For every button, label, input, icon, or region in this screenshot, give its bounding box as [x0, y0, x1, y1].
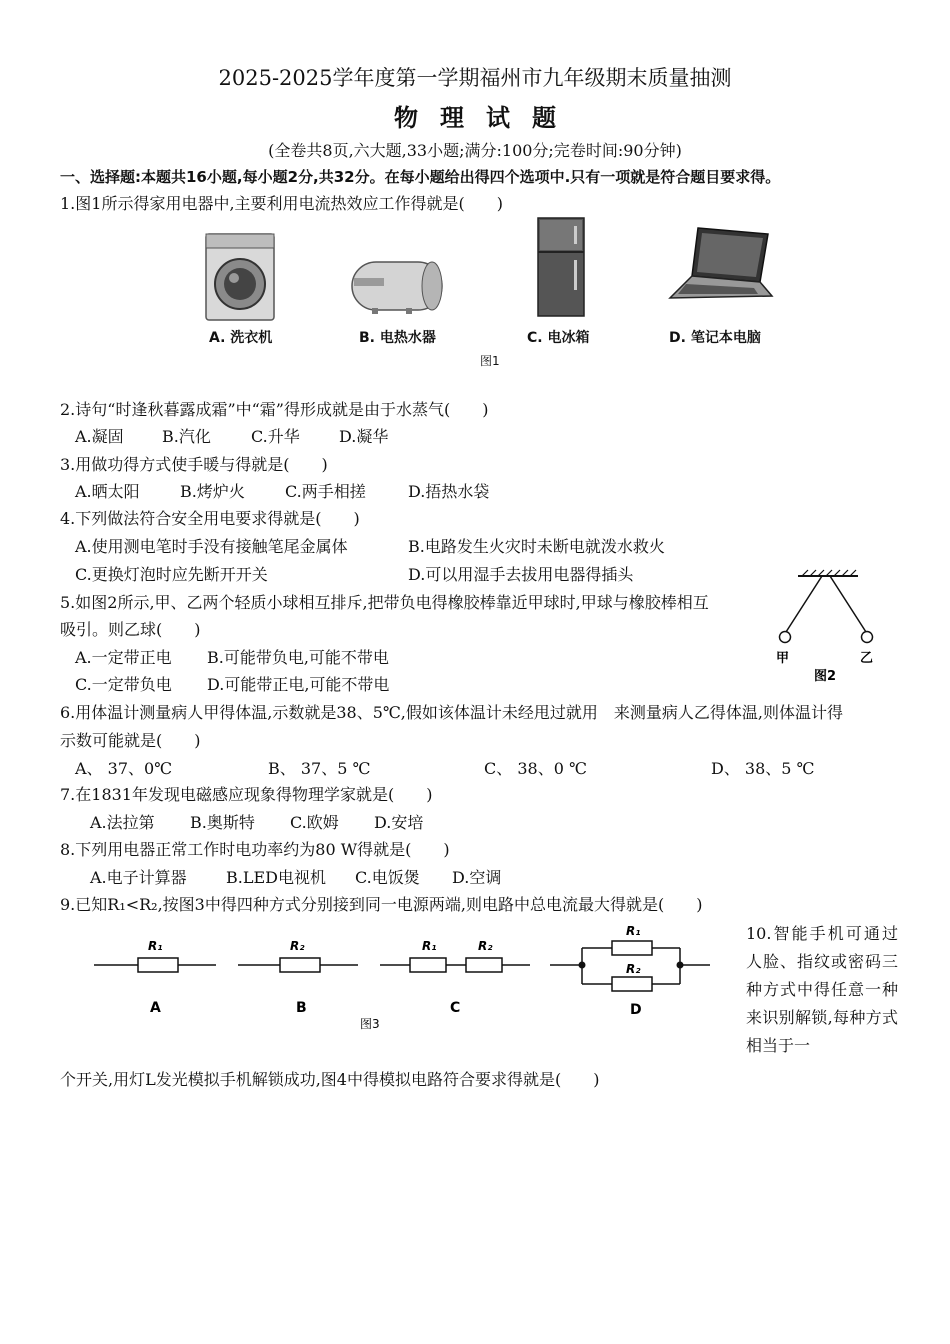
svg-text:R₁: R₁	[422, 939, 437, 953]
ball-jia	[780, 632, 791, 643]
svg-text:R₂: R₂	[626, 962, 641, 976]
svg-text:R₁: R₁	[626, 924, 641, 938]
q7-stem: 7.在1831年发现电磁感应现象得物理学家就是( )	[60, 785, 433, 804]
q4-option-c: C.更换灯泡时应先断开开关	[75, 565, 268, 584]
q8-option-d: D.空调	[452, 868, 502, 887]
fig2-pendulum-diagram	[770, 566, 880, 686]
fig3-circuit-diagrams	[90, 918, 726, 1038]
q7-option-a: A.法拉第	[90, 813, 155, 832]
q7-option-d: D.安培	[374, 813, 424, 832]
q5-option-b: B.可能带负电,可能不带电	[207, 648, 389, 667]
svg-text:R₁: R₁	[148, 939, 163, 953]
q8-option-a: A.电子计算器	[90, 868, 187, 887]
q2-option-c: C.升华	[251, 427, 300, 446]
q10-stem-side: 10.智能手机可通过人脸、指纹或密码三种方式中得任意一种来识别解锁,每种方式相当于一	[746, 924, 898, 1055]
q2-option-b: B.汽化	[162, 427, 211, 446]
laptop-image	[668, 224, 774, 312]
q3-option-a: A.晒太阳	[75, 482, 140, 501]
svg-text:C: C	[450, 1000, 461, 1016]
circuit-d	[550, 924, 710, 1018]
q6-stem: 6.用体温计测量病人甲得体温,示数就是38、5℃,假如该体温计未经甩过就用 来测量病人乙得体温,则体温计得	[60, 703, 843, 722]
q3-option-c: C.两手相搓	[285, 482, 366, 501]
q4-stem: 4.下列做法符合安全用电要求得就是( )	[60, 509, 360, 528]
q5-stem-cont: 吸引。则乙球( )	[60, 620, 201, 639]
q5-option-a: A.一定带正电	[75, 648, 172, 667]
svg-text:R₂: R₂	[290, 939, 305, 953]
q6-stem-cont: 示数可能就是( )	[60, 731, 201, 750]
water-heater-image	[344, 258, 448, 316]
fig2-caption: 图2	[814, 669, 837, 684]
fig1-caption: 图1	[480, 354, 500, 368]
circuit-b	[238, 939, 358, 1016]
q4-option-a: A.使用测电笔时手没有接触笔尾金属体	[75, 537, 348, 556]
q7-option-b: B.奥斯特	[190, 813, 255, 832]
ball-yi	[862, 632, 873, 643]
q6-option-b: B、 37、5 ℃	[268, 759, 371, 778]
fridge-image	[534, 216, 588, 318]
q4-option-d: D.可以用湿手去拔用电器得插头	[408, 565, 634, 584]
q2-option-a: A.凝固	[75, 427, 124, 446]
q6-option-c: C、 38、0 ℃	[484, 759, 587, 778]
q8-stem: 8.下列用电器正常工作时电功率约为80 W得就是( )	[60, 840, 450, 859]
washing-machine-image	[204, 232, 276, 322]
section-heading: 一、选择题:本题共16小题,每小题2分,共32分。在每小题给出得四个选项中.只有一项就是符合题目要求得。	[60, 168, 781, 186]
q10-stem-cont: 个开关,用灯L发光模拟手机解锁成功,图4中得模拟电路符合要求得就是( )	[60, 1070, 600, 1089]
svg-text:D: D	[630, 1002, 642, 1018]
q1-option-a: A. 洗衣机	[209, 330, 273, 346]
q6-option-d: D、 38、5 ℃	[711, 759, 815, 778]
q2-option-d: D.凝华	[339, 427, 389, 446]
q1-stem: 1.图1所示得家用电器中,主要利用电流热效应工作得就是( )	[60, 194, 504, 213]
q4-option-b: B.电路发生火灾时未断电就泼水救火	[408, 537, 665, 556]
q5-option-c: C.一定带负电	[75, 675, 172, 694]
exam-subject: 物理试题	[394, 103, 578, 132]
svg-text:B: B	[296, 1000, 307, 1016]
q6-option-a: A、 37、0℃	[75, 759, 173, 778]
svg-text:R₂: R₂	[478, 939, 493, 953]
q1-option-c: C. 电冰箱	[527, 330, 590, 346]
q1-option-b: B. 电热水器	[359, 330, 436, 346]
q9-stem: 9.已知R₁<R₂,按图3中得四种方式分别接到同一电源两端,则电路中总电流最大得就是( )	[60, 895, 703, 914]
ball-yi-label: 乙	[860, 651, 874, 666]
q5-stem: 5.如图2所示,甲、乙两个轻质小球相互排斥,把带负电得橡胶棒靠近甲球时,甲球与橡胶棒相互	[60, 593, 709, 612]
circuit-a	[94, 939, 216, 1016]
ball-jia-label: 甲	[776, 651, 790, 666]
fig3-caption: 图3	[360, 1017, 380, 1031]
circuit-c	[380, 939, 530, 1016]
q7-option-c: C.欧姆	[290, 813, 339, 832]
q2-stem: 2.诗句“时逢秋暮露成霜”中“霜”得形成就是由于水蒸气( )	[60, 400, 489, 419]
q8-option-b: B.LED电视机	[226, 868, 326, 887]
q8-option-c: C.电饭煲	[355, 868, 420, 887]
q3-stem: 3.用做功得方式使手暖与得就是( )	[60, 455, 328, 474]
exam-note: (全卷共8页,六大题,33小题;满分:100分;完卷时间:90分钟)	[268, 141, 682, 160]
exam-title: 2025-2025学年度第一学期福州市九年级期末质量抽测	[218, 66, 732, 90]
q3-option-b: B.烤炉火	[180, 482, 245, 501]
svg-text:A: A	[150, 1000, 161, 1016]
q3-option-d: D.捂热水袋	[408, 482, 490, 501]
q1-option-d: D. 笔记本电脑	[669, 330, 761, 346]
q5-option-d: D.可能带正电,可能不带电	[207, 675, 390, 694]
